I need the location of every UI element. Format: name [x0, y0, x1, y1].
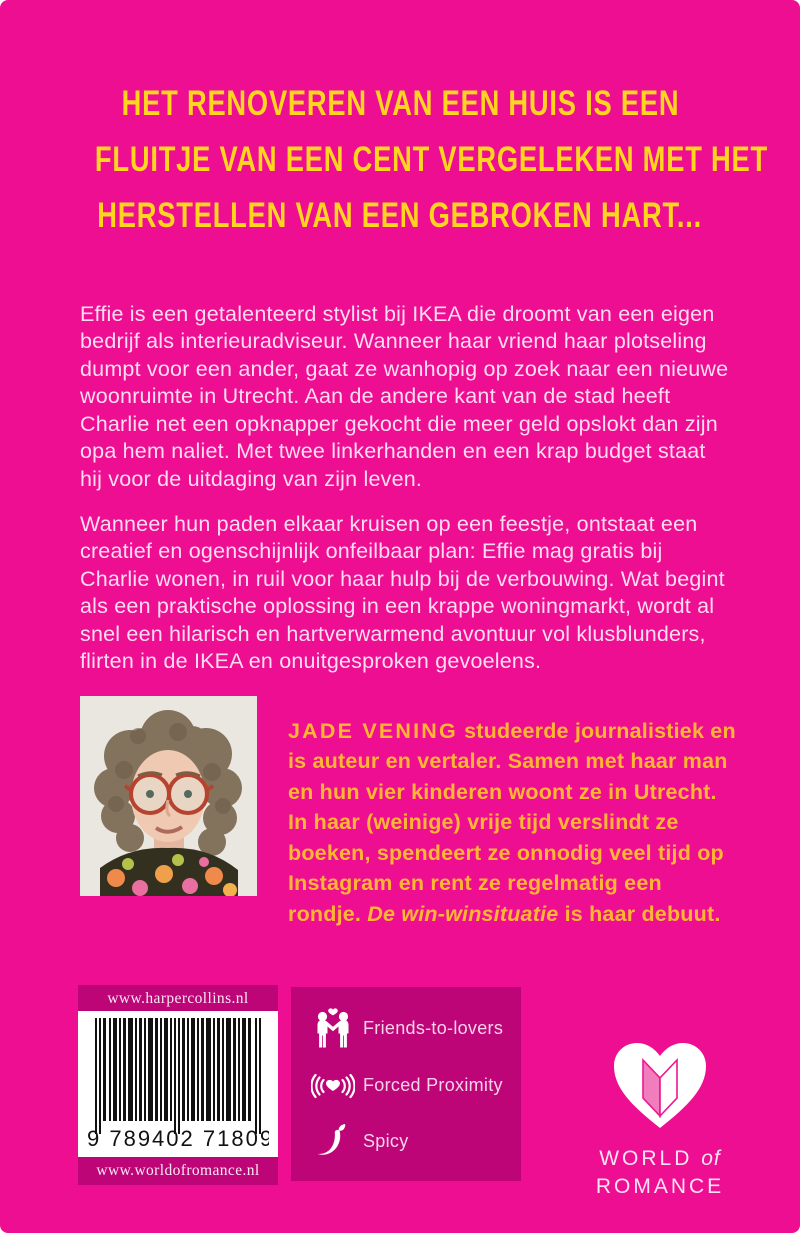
tag-row-forced-proximity	[291, 1071, 521, 1101]
publisher-url: www.harpercollins.nl	[78, 985, 278, 1011]
tagline-headline	[0, 76, 800, 244]
isbn-number: 9 789402 718096	[87, 1126, 269, 1150]
tag-row-spicy	[291, 1122, 521, 1160]
tag-label: Spicy	[363, 1130, 409, 1151]
friends-to-lovers-icon	[311, 1008, 355, 1050]
tagline-line-2: FLUITJE VAN EEN CENT VERGELEKEN MET HET	[94, 140, 768, 179]
bio-text-2: is haar debuut.	[558, 901, 721, 926]
author-bio	[288, 716, 740, 930]
romance-url: www.worldofromance.nl	[78, 1157, 278, 1185]
author-portrait-illustration	[80, 696, 257, 896]
genre-tags-box	[291, 987, 521, 1181]
world-of-romance-logo	[570, 1036, 750, 1201]
tag-row-friends-to-lovers	[291, 1008, 521, 1050]
synopsis-paragraph-2: Wanneer hun paden elkaar kruisen op een feestje, ontstaat een creatief en ogenschijnlijk onfeilbaar plan: Effie mag gratis bij Charlie wonen, in ruil voor haar hulp bij de verbouwing. Wat begint als een praktische oplossing in een krappe woningmarkt, wordt al snel een hilarisch en hartverwarmend avontuur vol klusblunders, flirten in de IKEA en onuitgesproken gevoelens.	[80, 511, 725, 673]
barcode-panel	[78, 1011, 278, 1157]
bio-text-1: studeerde journalistiek en is auteur en vertaler. Samen met haar man en hun vier kinderen woont ze in Utrecht. In haar (weinige) vrije tijd verslindt ze boeken, spendeert ze onnodig veel tijd op Instagram en rent ze regelmatig een rondje.	[288, 718, 736, 926]
tag-label: Forced Proximity	[363, 1075, 503, 1096]
heart-book-icon	[610, 1036, 710, 1136]
author-photo	[80, 696, 257, 896]
ean-barcode	[87, 1018, 269, 1150]
imprint-line-1: WORLD of	[599, 1147, 721, 1170]
tagline-line-1: HET RENOVEREN VAN EEN HUIS IS EEN	[121, 84, 679, 123]
tagline-line-3: HERSTELLEN VAN EEN GEBROKEN HART...	[97, 196, 703, 235]
barcode-block	[78, 985, 278, 1185]
synopsis-paragraph-1: Effie is een getalenteerd stylist bij IKEA die droomt van een eigen bedrijf als interieuradviseur. Wanneer haar vriend haar plotseling dumpt voor een ander, gaat ze wanhopig op zoek naar een nieuwe woonruimte in Utrecht. Aan de andere kant van de stad heeft Charlie net een opknapper gekocht die meer geld opslokt dan zijn opa hem naliet. Met twee linkerhanden en een krap budget staat hij voor de uitdaging van zijn leven.	[80, 301, 729, 491]
book-title-italic: De win-winsituatie	[367, 901, 559, 926]
spicy-pepper-icon	[311, 1122, 355, 1160]
author-name: JADE VENING	[288, 718, 458, 743]
forced-proximity-icon	[311, 1071, 355, 1101]
tag-label: Friends-to-lovers	[363, 1018, 504, 1039]
imprint-line-2: ROMANCE	[595, 1175, 725, 1198]
